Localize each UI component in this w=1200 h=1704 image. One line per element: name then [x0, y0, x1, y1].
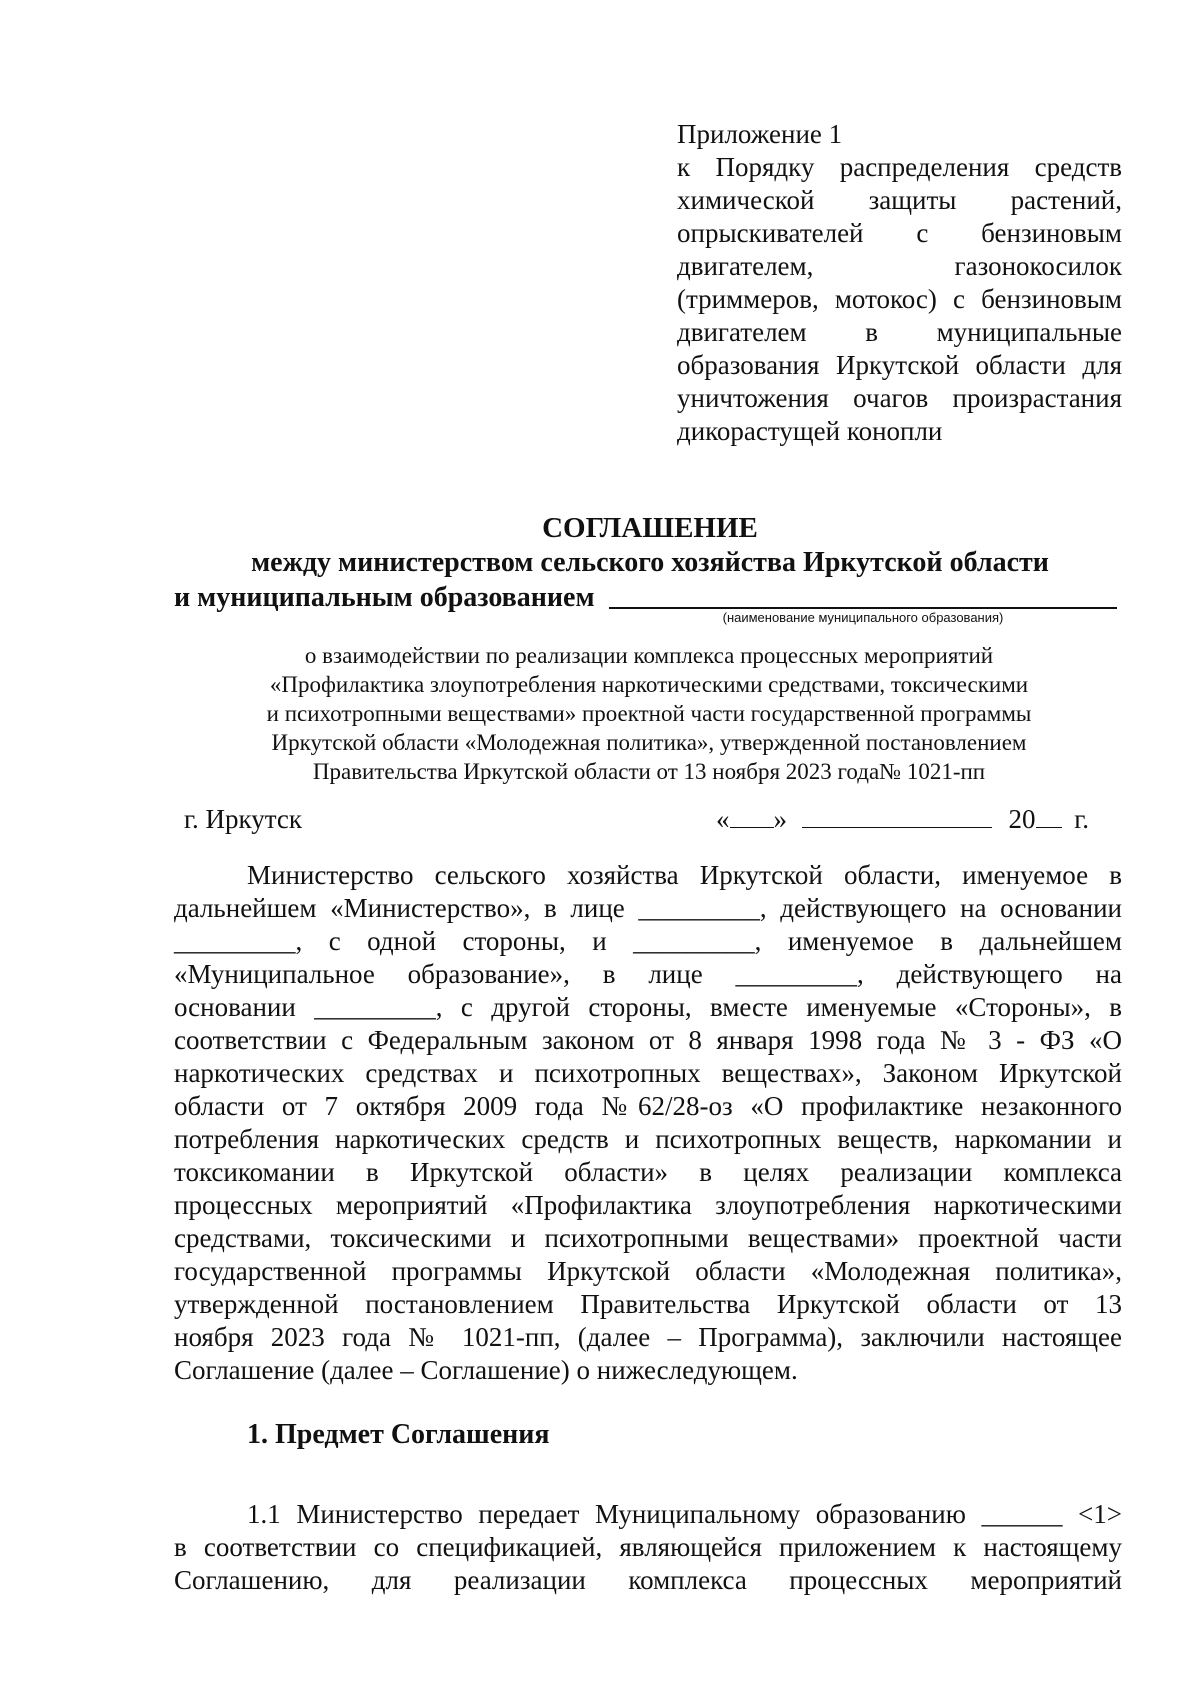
clause-1-1-paragraph — [174, 1498, 1122, 1597]
about-line: и психотропными веществами» проектной части государственной программы — [266, 701, 1032, 726]
paragraph-line: государственной программы Иркутской области «Молодежная политика», — [174, 1256, 1122, 1286]
appendix-label: Приложение 1 — [677, 119, 843, 149]
appendix-line: химической защиты растений, — [677, 185, 1122, 215]
date-year-prefix: 20 — [1008, 804, 1036, 834]
city: г. Иркутск — [184, 804, 302, 834]
agreement-about — [174, 641, 1124, 786]
paragraph-line: наркотических средствах и психотропных веществах», Законом Иркутской — [174, 1058, 1122, 1088]
paragraph-line: потребления наркотических средств и психотропных веществ, наркомании и — [174, 1124, 1122, 1154]
appendix-line: образования Иркутской области для — [677, 350, 1122, 380]
preamble-paragraph — [174, 859, 1122, 1387]
paragraph-line: 1.1 Министерство передает Муниципальному образованию ______ <1> — [247, 1499, 1122, 1529]
municipality-name-blank — [609, 607, 1117, 609]
party-line: и муниципальным образованием — [174, 582, 595, 613]
paragraph-line: соответствии с Федеральным законом от 8 января 1998 года № 3 - ФЗ «О — [174, 1025, 1122, 1055]
paragraph-line: в соответствии со спецификацией, являющейся приложением к настоящему — [174, 1532, 1122, 1562]
appendix-line: дикорастущей конопли — [677, 416, 943, 446]
paragraph-line: _________, с одной стороны, и _________, именуемое в дальнейшем — [174, 926, 1122, 956]
about-line: Правительства Иркутской области от 13 ноября 2023 года№ 1021-пп — [312, 759, 986, 784]
appendix-line: к Порядку распределения средств — [677, 152, 1122, 182]
date-quote-open: « — [716, 804, 730, 834]
paragraph-line: Соглашение (далее – Соглашение) о нижеследующем. — [174, 1355, 798, 1385]
appendix-line: уничтожения очагов произрастания — [677, 383, 1122, 413]
appendix-line: (триммеров, мотокос) с бензиновым — [677, 284, 1122, 314]
date-line — [716, 804, 1089, 835]
paragraph-line: Соглашению, для реализации комплекса процессных мероприятий — [174, 1565, 1122, 1595]
about-line: о взаимодействии по реализации комплекса процессных мероприятий — [304, 643, 994, 668]
section-1-heading: 1. Предмет Соглашения — [247, 1419, 550, 1450]
appendix-block — [677, 118, 1122, 448]
paragraph-line: основании _________, с другой стороны, вместе именуемые «Стороны», в — [174, 992, 1122, 1022]
agreement-subtitle: между министерством сельского хозяйства Иркутской области — [251, 547, 1049, 578]
appendix-line: двигателем, газонокосилок — [677, 251, 1122, 281]
agreement-title: СОГЛАШЕНИЕ — [542, 512, 758, 544]
day-blank — [730, 805, 774, 828]
paragraph-line: токсикомании в Иркутской области» в целях реализации комплекса — [174, 1157, 1122, 1187]
about-line: Иркутской области «Молодежная политика», утвержденной постановлением — [271, 730, 1027, 755]
date-year-suffix: г. — [1074, 804, 1090, 834]
paragraph-line: средствами, токсическими и психотропными веществами» проектной части — [174, 1223, 1122, 1253]
paragraph-line: «Муниципальное образование», в лице _________, действующего на — [174, 959, 1122, 989]
paragraph-line: ноября 2023 года № 1021-пп, (далее – Программа), заключили настоящее — [174, 1322, 1122, 1352]
appendix-line: двигателем в муниципальные — [677, 317, 1122, 347]
month-blank — [802, 805, 992, 828]
paragraph-line: Министерство сельского хозяйства Иркутской области, именуемое в — [247, 860, 1122, 890]
paragraph-line: области от 7 октября 2009 года №62/28-оз «О профилактике незаконного — [174, 1091, 1122, 1121]
paragraph-line: дальнейшем «Министерство», в лице _________, действующего на основании — [174, 893, 1122, 923]
appendix-line: опрыскивателей с бензиновым — [677, 218, 1122, 248]
year-blank — [1036, 805, 1062, 828]
about-line: «Профилактика злоупотребления наркотическими средствами, токсическими — [269, 672, 1029, 697]
municipality-name-caption: (наименование муниципального образования) — [722, 610, 1004, 625]
paragraph-line: утвержденной постановлением Правительства Иркутской области от 13 — [174, 1289, 1122, 1319]
paragraph-line: процессных мероприятий «Профилактика злоупотребления наркотическими — [174, 1190, 1122, 1220]
date-quote-close: » — [773, 804, 787, 834]
